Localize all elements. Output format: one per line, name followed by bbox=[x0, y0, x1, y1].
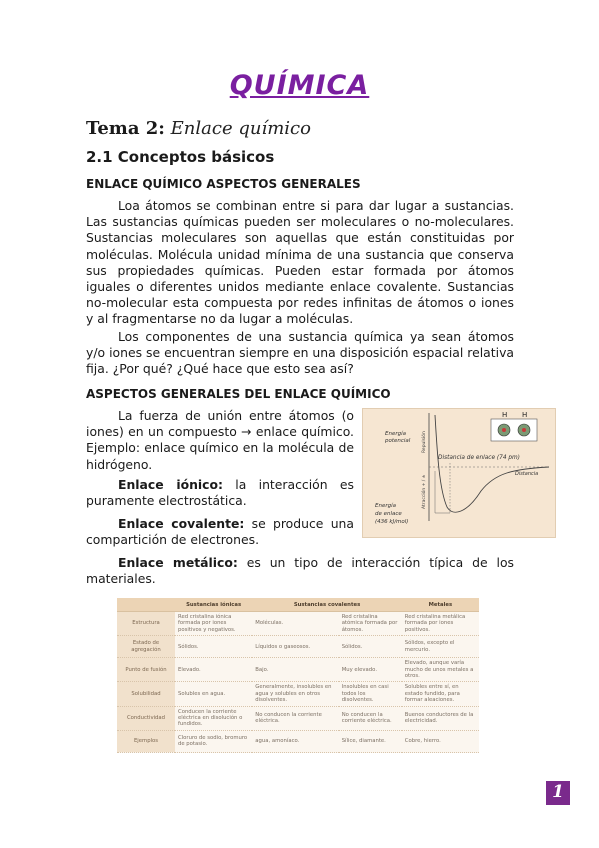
attraction-label: Atracción + / ± bbox=[422, 474, 427, 509]
topic-label: Tema 2: bbox=[86, 118, 165, 139]
energy-label-1: Energía bbox=[385, 431, 406, 437]
topic-name: Enlace químico bbox=[170, 118, 311, 139]
table-row bbox=[117, 612, 479, 636]
table-cell: Elevado. bbox=[175, 658, 252, 682]
table-row-header: Estructura bbox=[117, 612, 175, 636]
metallic-text: es un tipo de interacción típica de los materiales. bbox=[86, 555, 514, 587]
bond-energy-label-3: (436 kJ/mol) bbox=[375, 519, 409, 525]
table-header-ionic: Sustancias iónicas bbox=[175, 598, 252, 612]
table-row bbox=[117, 682, 479, 706]
table-cell: Sólidos, excepto el mercurio. bbox=[402, 636, 479, 658]
potential-energy-figure bbox=[362, 408, 556, 538]
table-row-header: Estado de agregación bbox=[117, 636, 175, 658]
table-cell: Cloruro de sodio, bromuro de potasio. bbox=[175, 730, 252, 752]
table-cell: Conducen la corriente eléctrica en disolución o fundidos. bbox=[175, 706, 252, 730]
energy-label-2: potencial bbox=[385, 438, 411, 444]
table-cell: Sílice, diamante. bbox=[339, 730, 402, 752]
table-cell: Sólidos. bbox=[175, 636, 252, 658]
bond-energy-label-1: Energía bbox=[375, 503, 396, 509]
table-cell: Buenos conductores de la electricidad. bbox=[402, 706, 479, 730]
covalent-term: Enlace covalente: bbox=[118, 516, 245, 531]
table-cell: Muy elevado. bbox=[339, 658, 402, 682]
table-header-corner bbox=[117, 598, 175, 612]
table-row bbox=[117, 658, 479, 682]
table-cell: Moléculas. bbox=[252, 612, 338, 636]
table-row-header: Conductividad bbox=[117, 706, 175, 730]
bond-energy-label-2: de enlace bbox=[375, 511, 402, 517]
ionic-term: Enlace iónico: bbox=[118, 477, 223, 492]
potential-energy-diagram bbox=[363, 409, 555, 537]
metallic-term: Enlace metálico: bbox=[118, 555, 238, 570]
table-cell: Solubles entre sí, en estado fundido, para formar aleaciones. bbox=[402, 682, 479, 706]
table-cell: Cobre, hierro. bbox=[402, 730, 479, 752]
page-number-badge: 1 bbox=[546, 781, 570, 805]
table-row-header: Solubilidad bbox=[117, 682, 175, 706]
table-cell: Red cristalina metálica formada por iones positivos. bbox=[402, 612, 479, 636]
table-cell: agua, amoníaco. bbox=[252, 730, 338, 752]
heading-aspectos-generales: ASPECTOS GENERALES DEL ENLACE QUÍMICO bbox=[86, 387, 391, 401]
table-cell: Solubles en agua. bbox=[175, 682, 252, 706]
table-row-header: Ejemplos bbox=[117, 730, 175, 752]
table-row bbox=[117, 730, 479, 752]
table-row-header: Punto de fusión bbox=[117, 658, 175, 682]
table-cell: Red cristalina iónica formada por iones positivos y negativos. bbox=[175, 612, 252, 636]
paragraph-ionic bbox=[86, 477, 354, 509]
repulsion-label: Repulsión bbox=[422, 431, 427, 453]
covalent-text: se produce una compartición de electrones. bbox=[86, 516, 354, 548]
paragraph-metallic bbox=[86, 555, 514, 587]
table-row bbox=[117, 636, 479, 658]
table-cell: Red cristalina atómica formada por átomos. bbox=[339, 612, 402, 636]
heading-enlace-aspectos: ENLACE QUÍMICO ASPECTOS GENERALES bbox=[86, 177, 361, 191]
paragraph-bond-force: La fuerza de unión entre átomos (o iones) en un compuesto → enlace químico. Ejemplo: enlace químico en la molécula de hidrógeno. bbox=[86, 408, 354, 472]
document-title: QUÍMICA bbox=[229, 70, 370, 101]
ionic-text: la interacción es puramente electrostática. bbox=[86, 477, 354, 509]
table-cell: Generalmente, insolubles en agua y solubles en otros disolventes. bbox=[252, 682, 338, 706]
bond-distance-label: Distancia de enlace (74 pm) bbox=[438, 455, 520, 461]
table-header-metals: Metales bbox=[402, 598, 479, 612]
nucleus-right-icon bbox=[522, 428, 526, 432]
topic-heading bbox=[86, 118, 311, 139]
section-heading: 2.1 Conceptos básicos bbox=[86, 148, 275, 166]
table-cell: Bajo. bbox=[252, 658, 338, 682]
table-cell: Insolubles en casi todos los disolventes. bbox=[339, 682, 402, 706]
table-cell: Elevado, aunque varía mucho de unos metales a otros. bbox=[402, 658, 479, 682]
h-label-left: H bbox=[502, 411, 508, 419]
table-row bbox=[117, 706, 479, 730]
paragraph-components: Los componentes de una sustancia química ya sean átomos y/o iones se encuentran siempre en una disposición espacial relativa fija. ¿Por qué? ¿Qué hace que esto sea así? bbox=[86, 329, 514, 377]
substance-properties-table bbox=[117, 598, 479, 753]
table-cell: No conducen la corriente eléctrica. bbox=[252, 706, 338, 730]
paragraph-intro: Loa átomos se combinan entre si para dar lugar a sustancias. Las sustancias químicas pueden ser moleculares o no-moleculares. Sustancias moleculares son aquellas que están constituidas por moléculas. Molécula unidad mínima de una sustancia que conserva sus propiedades químicas. Pueden estar formada por átomos iguales o diferentes unidos mediante enlace covalente. Sustancias no-molecular esta compuesta por redes infinitas de átomos o iones y al fragmentarse no da lugar a moléculas. bbox=[86, 198, 514, 327]
paragraph-covalent bbox=[86, 516, 354, 548]
table-cell: No conducen la corriente eléctrica. bbox=[339, 706, 402, 730]
distance-curve-label: Distancia bbox=[515, 471, 539, 477]
table-cell: Sólidos. bbox=[339, 636, 402, 658]
h-label-right: H bbox=[522, 411, 528, 419]
table-header-covalent: Sustancias covalentes bbox=[252, 598, 402, 612]
table-cell: Líquidos o gaseosos. bbox=[252, 636, 338, 658]
nucleus-left-icon bbox=[502, 428, 506, 432]
